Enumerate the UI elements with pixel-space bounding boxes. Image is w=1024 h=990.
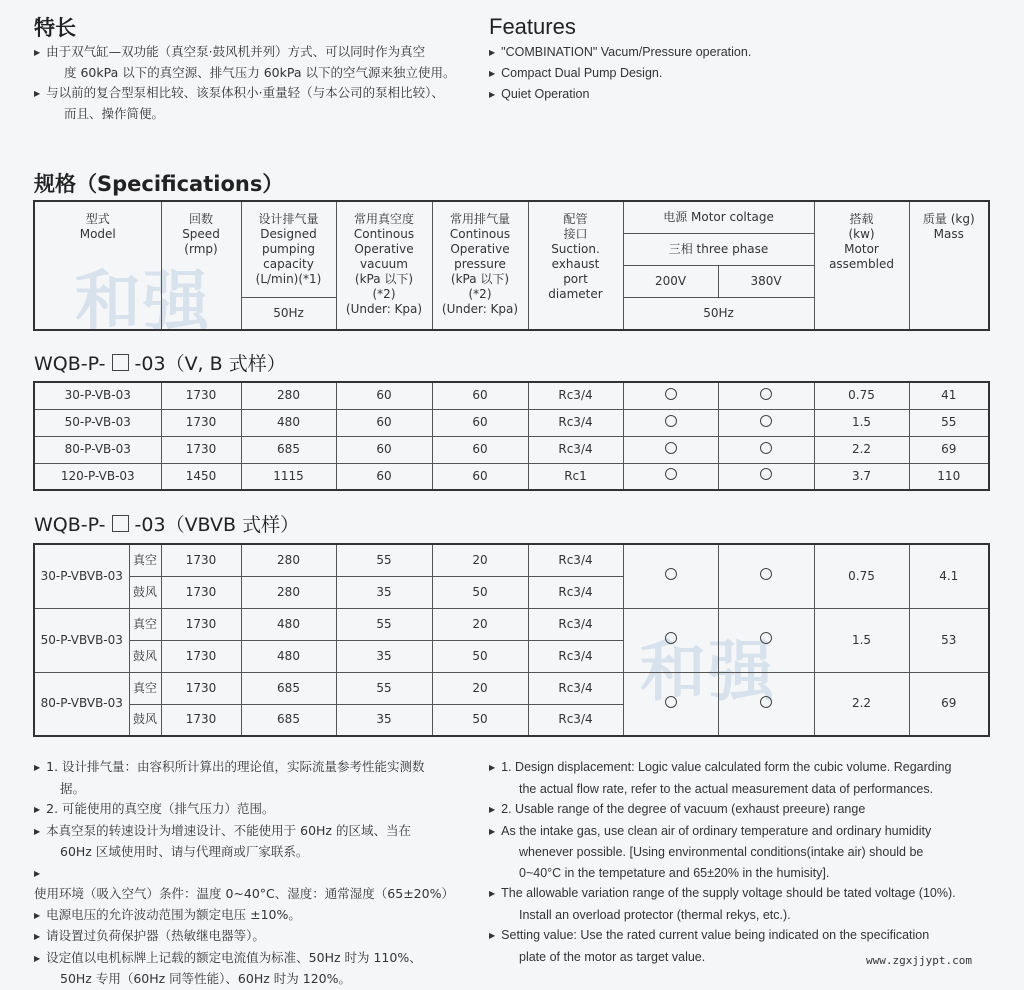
list-item bbox=[34, 757, 464, 779]
cell-port: Rc1 bbox=[528, 463, 623, 490]
header-line: pressure bbox=[454, 257, 506, 271]
cell-pres: 20 bbox=[432, 544, 528, 576]
voltage-mark bbox=[718, 672, 814, 736]
header-vacuum bbox=[336, 201, 432, 330]
header-phase: 三相 three phase bbox=[623, 233, 814, 265]
circle-icon bbox=[665, 442, 677, 454]
watermark-bottom: 和强 bbox=[640, 633, 776, 710]
cell-speed: 1730 bbox=[161, 640, 241, 672]
header-capacity bbox=[241, 201, 336, 297]
voltage-mark bbox=[718, 463, 814, 490]
voltage-mark bbox=[623, 544, 718, 608]
list-item-text: 60Hz 区域使用时、请与代理商或厂家联系。 bbox=[60, 844, 309, 859]
list-item-text: "COMBINATION" Vacum/Pressure operation. bbox=[501, 45, 752, 59]
list-item-text: Install an overload protector (thermal rekys, etc.). bbox=[519, 907, 791, 922]
cell-vac: 55 bbox=[336, 672, 432, 704]
cell-vac: 35 bbox=[336, 640, 432, 672]
circle-icon bbox=[665, 568, 677, 580]
notes-en bbox=[489, 757, 999, 967]
cell-pres: 60 bbox=[432, 382, 528, 409]
cell-cap: 480 bbox=[241, 409, 336, 436]
circle-icon bbox=[760, 632, 772, 644]
cell-port: Rc3/4 bbox=[528, 544, 623, 576]
cell-model: 50-P-VBVB-03 bbox=[34, 608, 129, 672]
placeholder-box-icon bbox=[112, 515, 129, 532]
header-line: 回数 bbox=[188, 212, 213, 226]
cell-pres: 50 bbox=[432, 704, 528, 736]
list-item-text: 而且、操作简便。 bbox=[64, 106, 165, 121]
voltage-mark bbox=[623, 436, 718, 463]
cell-speed: 1730 bbox=[161, 544, 241, 576]
cell-speed: 1730 bbox=[161, 382, 241, 409]
cell-vac: 60 bbox=[336, 463, 432, 490]
list-item bbox=[34, 83, 474, 104]
cell-kw: 1.5 bbox=[814, 608, 909, 672]
cell-kw: 2.2 bbox=[814, 436, 909, 463]
header-line: capacity bbox=[263, 257, 314, 271]
list-item-text: 据。 bbox=[60, 780, 86, 796]
voltage-mark bbox=[623, 672, 718, 736]
cell-cap: 685 bbox=[241, 436, 336, 463]
header-line: 常用排气量 bbox=[449, 212, 510, 226]
header-line: pumping bbox=[261, 242, 316, 256]
cell-mass: 41 bbox=[909, 382, 989, 409]
bullet-icon: ▶ bbox=[34, 89, 41, 98]
notes-cn bbox=[34, 757, 464, 990]
cell-vac: 60 bbox=[336, 382, 432, 409]
cell-model: 50-P-VB-03 bbox=[34, 409, 161, 436]
header-mass bbox=[909, 201, 989, 330]
bullet-icon: ▶ bbox=[489, 931, 496, 940]
cell-port: Rc3/4 bbox=[528, 672, 623, 704]
cell-type: 真空 bbox=[129, 544, 161, 576]
header-line: assembled bbox=[829, 257, 894, 271]
list-item-text: Quiet Operation bbox=[501, 87, 590, 101]
voltage-mark bbox=[623, 463, 718, 490]
cell-type: 鼓风 bbox=[129, 640, 161, 672]
list-item bbox=[34, 104, 474, 124]
voltage-mark bbox=[718, 436, 814, 463]
header-line: (kw) bbox=[848, 227, 875, 241]
header-line: vacuum bbox=[360, 257, 408, 271]
header-line: (*2) bbox=[372, 287, 396, 301]
spec-title: 规格（Specifications） bbox=[34, 172, 284, 196]
cell-type: 真空 bbox=[129, 672, 161, 704]
bullet-icon: ▶ bbox=[34, 953, 41, 963]
cell-model: 120-P-VB-03 bbox=[34, 463, 161, 490]
cell-vac: 35 bbox=[336, 576, 432, 608]
list-item-text: 使用环境（吸入空气）条件：温度 0~40°C、湿度：通常湿度（65±20%） bbox=[34, 886, 454, 901]
bullet-icon: ▶ bbox=[489, 69, 496, 78]
bullet-icon: ▶ bbox=[34, 763, 41, 772]
circle-icon bbox=[665, 388, 677, 400]
cell-model: 80-P-VB-03 bbox=[34, 436, 161, 463]
list-item bbox=[489, 63, 989, 84]
list-item-text: plate of the motor as target value. bbox=[519, 949, 706, 964]
cell-pres: 50 bbox=[432, 640, 528, 672]
list-item-text: 50Hz 专用（60Hz 同等性能）、60Hz 时为 120%。 bbox=[60, 971, 351, 986]
list-item-text: The allowable variation range of the supply voltage should be tated voltage (10%). bbox=[501, 886, 956, 900]
list-item-text: the actual flow rate, refer to the actual measurement data of performances. bbox=[519, 781, 934, 796]
list-item bbox=[489, 799, 999, 821]
list-item-text: 2. 可能使用的真空度（排气压力）范围。 bbox=[46, 801, 275, 816]
cell-cap: 280 bbox=[241, 576, 336, 608]
list-item-text: Setting value: Use the rated current value being indicated on the specification bbox=[501, 928, 930, 942]
list-item bbox=[34, 779, 464, 800]
cell-speed: 1730 bbox=[161, 608, 241, 640]
header-power-hz: 50Hz bbox=[623, 297, 814, 330]
list-item bbox=[489, 42, 989, 63]
cell-port: Rc3/4 bbox=[528, 608, 623, 640]
list-item-text: 度 60kPa 以下的真空源、排气压力 60kPa 以下的空气源来独立使用。 bbox=[64, 65, 456, 80]
cell-type: 鼓风 bbox=[129, 576, 161, 608]
header-power: 电源 Motor coltage bbox=[623, 201, 814, 233]
header-line: port bbox=[563, 272, 588, 286]
bullet-icon: ▶ bbox=[34, 826, 41, 836]
header-line: (L/min)(*1) bbox=[255, 272, 322, 286]
cell-type: 鼓风 bbox=[129, 704, 161, 736]
header-line: (Under: Kpa) bbox=[345, 302, 423, 316]
header-line: 质量 (kg) bbox=[922, 212, 975, 226]
voltage-mark bbox=[718, 409, 814, 436]
cell-kw: 1.5 bbox=[814, 409, 909, 436]
header-line: Continous bbox=[353, 227, 415, 241]
list-item-text: 电源电压的允许波动范围为额定电压 ±10%。 bbox=[46, 906, 301, 922]
cell-model: 80-P-VBVB-03 bbox=[34, 672, 129, 736]
list-item-text: 请设置过负荷保护器（热敏继电器等）。 bbox=[46, 928, 265, 943]
cell-pres: 20 bbox=[432, 608, 528, 640]
cell-port: Rc3/4 bbox=[528, 382, 623, 409]
list-item-text: 1. Design displacement: Logic value calculated form the cubic volume. Regarding bbox=[501, 760, 952, 774]
list-item bbox=[489, 757, 999, 779]
table-row bbox=[34, 382, 989, 409]
header-model bbox=[34, 201, 161, 330]
header-line: Suction. bbox=[551, 242, 600, 256]
cell-type: 真空 bbox=[129, 608, 161, 640]
cell-port: Rc3/4 bbox=[528, 436, 623, 463]
cell-pres: 50 bbox=[432, 576, 528, 608]
header-line: (*2) bbox=[468, 287, 492, 301]
header-line: (Under: Kpa) bbox=[441, 302, 519, 316]
watermark-top: 和强 bbox=[75, 263, 211, 340]
list-item bbox=[489, 821, 999, 843]
circle-icon bbox=[760, 568, 772, 580]
header-line: Motor bbox=[844, 242, 879, 256]
footer-url: www.zgxjjypt.com bbox=[866, 954, 972, 967]
cell-port: Rc3/4 bbox=[528, 576, 623, 608]
list-item bbox=[489, 905, 999, 926]
list-item bbox=[489, 84, 989, 105]
voltage-mark bbox=[718, 608, 814, 672]
bullet-icon: ▶ bbox=[34, 932, 41, 941]
cell-vac: 55 bbox=[336, 544, 432, 576]
cell-cap: 280 bbox=[241, 544, 336, 576]
list-item bbox=[34, 926, 464, 948]
circle-icon bbox=[760, 468, 772, 480]
list-item bbox=[489, 925, 999, 947]
header-line: 配管 bbox=[563, 212, 588, 226]
list-item bbox=[489, 779, 999, 800]
table1-title: WQB-P- -03（V, B 式样） bbox=[34, 353, 286, 375]
table-row bbox=[34, 436, 989, 463]
cell-vac: 35 bbox=[336, 704, 432, 736]
header-line: (kPa 以下) bbox=[450, 272, 510, 286]
list-item-text: 2. Usable range of the degree of vacuum (exhaust preeure) range bbox=[501, 802, 866, 816]
table-row bbox=[34, 608, 989, 640]
features-cn-list bbox=[34, 42, 474, 124]
header-200v: 200V bbox=[623, 265, 718, 297]
cell-speed: 1450 bbox=[161, 463, 241, 490]
header-line: (kPa 以下) bbox=[354, 272, 414, 286]
header-line: Operative bbox=[450, 242, 510, 256]
header-line: 型式 bbox=[85, 212, 110, 226]
table-row bbox=[34, 409, 989, 436]
cell-pres: 60 bbox=[432, 463, 528, 490]
cell-cap: 280 bbox=[241, 382, 336, 409]
list-item-text: 本真空泵的转速设计为增速设计、不能使用于 60Hz 的区域、当在 bbox=[46, 822, 411, 838]
bullet-icon: ▶ bbox=[489, 763, 496, 772]
cell-speed: 1730 bbox=[161, 704, 241, 736]
bullet-icon: ▶ bbox=[489, 48, 496, 57]
cell-cap: 480 bbox=[241, 640, 336, 672]
cell-speed: 1730 bbox=[161, 436, 241, 463]
cell-vac: 60 bbox=[336, 436, 432, 463]
table-row bbox=[34, 544, 989, 576]
list-item bbox=[34, 799, 464, 821]
header-line: Mass bbox=[933, 227, 964, 241]
cell-mass: 69 bbox=[909, 672, 989, 736]
list-item bbox=[34, 863, 464, 905]
list-item-text: 1. 设计排气量：由容积所计算出的理论值，实际流量参考性能实测数 bbox=[46, 759, 425, 774]
list-item bbox=[489, 842, 999, 863]
circle-icon bbox=[665, 415, 677, 427]
cell-speed: 1730 bbox=[161, 409, 241, 436]
cell-port: Rc3/4 bbox=[528, 704, 623, 736]
features-en-list bbox=[489, 42, 989, 105]
bullet-icon: ▶ bbox=[34, 868, 41, 878]
table-row bbox=[34, 463, 989, 490]
bullet-icon: ▶ bbox=[489, 889, 496, 898]
list-item-text: 0~40°C in the tempetature and 65±20% in the humisity]. bbox=[519, 865, 830, 880]
table-row bbox=[34, 672, 989, 704]
cell-cap: 480 bbox=[241, 608, 336, 640]
list-item-text: 由于双气缸—双功能（真空泵·鼓风机并列）方式、可以同时作为真空 bbox=[46, 44, 426, 59]
cell-model: 30-P-VBVB-03 bbox=[34, 544, 129, 608]
cell-kw: 2.2 bbox=[814, 672, 909, 736]
features-cn-title: 特长 bbox=[34, 16, 76, 40]
cell-pres: 20 bbox=[432, 672, 528, 704]
header-line: exhaust bbox=[551, 257, 600, 271]
bullet-icon: ▶ bbox=[489, 826, 496, 836]
header-line: diameter bbox=[548, 287, 603, 301]
voltage-mark bbox=[718, 382, 814, 409]
cell-mass: 55 bbox=[909, 409, 989, 436]
list-item bbox=[34, 842, 464, 863]
list-item-text: 与以前的复合型泵相比较、该泵体积小·重量轻（与本公司的泵相比较）、 bbox=[46, 85, 444, 100]
header-speed bbox=[161, 201, 241, 330]
header-cap-hz: 50Hz bbox=[241, 297, 336, 330]
circle-icon bbox=[760, 696, 772, 708]
header-line: Operative bbox=[354, 242, 414, 256]
voltage-mark bbox=[623, 409, 718, 436]
circle-icon bbox=[760, 442, 772, 454]
voltage-mark bbox=[718, 544, 814, 608]
header-line: 常用真空度 bbox=[353, 212, 414, 226]
bullet-icon: ▶ bbox=[489, 805, 496, 814]
cell-mass: 53 bbox=[909, 608, 989, 672]
cell-kw: 3.7 bbox=[814, 463, 909, 490]
cell-kw: 0.75 bbox=[814, 382, 909, 409]
circle-icon bbox=[665, 696, 677, 708]
features-en-title: Features bbox=[489, 14, 576, 39]
list-item-text: whenever possible. [Using environmental conditions(intake air) should be bbox=[519, 845, 924, 859]
cell-cap: 1115 bbox=[241, 463, 336, 490]
voltage-mark bbox=[623, 608, 718, 672]
header-line: (rmp) bbox=[184, 242, 218, 256]
list-item bbox=[34, 969, 464, 990]
header-line: Model bbox=[79, 227, 116, 241]
list-item-text: Compact Dual Pump Design. bbox=[501, 66, 663, 80]
table2-title: WQB-P- -03（VBVB 式样） bbox=[34, 514, 300, 536]
header-line: Speed bbox=[182, 227, 220, 241]
table2 bbox=[33, 543, 990, 737]
list-item bbox=[489, 863, 999, 884]
cell-pres: 60 bbox=[432, 409, 528, 436]
cell-cap: 685 bbox=[241, 704, 336, 736]
header-motor bbox=[814, 201, 909, 330]
header-380v: 380V bbox=[718, 265, 814, 297]
cell-mass: 4.1 bbox=[909, 544, 989, 608]
circle-icon bbox=[760, 388, 772, 400]
cell-pres: 60 bbox=[432, 436, 528, 463]
header-line: Continous bbox=[449, 227, 511, 241]
placeholder-box-icon bbox=[112, 354, 129, 371]
header-pressure bbox=[432, 201, 528, 330]
circle-icon bbox=[665, 468, 677, 480]
list-item bbox=[34, 948, 464, 970]
spec-header-table bbox=[33, 200, 990, 331]
circle-icon bbox=[760, 415, 772, 427]
list-item bbox=[34, 63, 474, 83]
list-item bbox=[34, 905, 464, 927]
cell-port: Rc3/4 bbox=[528, 640, 623, 672]
list-item-text: 设定值以电机标牌上记载的额定电流值为标准、50Hz 时为 110%、 bbox=[46, 949, 422, 965]
voltage-mark bbox=[623, 382, 718, 409]
bullet-icon: ▶ bbox=[489, 90, 496, 99]
bullet-icon: ▶ bbox=[34, 48, 41, 57]
bullet-icon: ▶ bbox=[34, 910, 41, 920]
bullet-icon: ▶ bbox=[34, 805, 41, 814]
table1 bbox=[33, 381, 990, 491]
cell-kw: 0.75 bbox=[814, 544, 909, 608]
cell-cap: 685 bbox=[241, 672, 336, 704]
cell-speed: 1730 bbox=[161, 576, 241, 608]
list-item bbox=[34, 821, 464, 843]
cell-speed: 1730 bbox=[161, 672, 241, 704]
cell-model: 30-P-VB-03 bbox=[34, 382, 161, 409]
header-line: 设计排气量 bbox=[258, 212, 319, 226]
cell-mass: 110 bbox=[909, 463, 989, 490]
header-line: 接口 bbox=[563, 227, 588, 241]
cell-mass: 69 bbox=[909, 436, 989, 463]
header-line: Designed bbox=[260, 227, 317, 241]
header-port bbox=[528, 201, 623, 330]
list-item bbox=[489, 883, 999, 905]
cell-vac: 55 bbox=[336, 608, 432, 640]
cell-port: Rc3/4 bbox=[528, 409, 623, 436]
cell-vac: 60 bbox=[336, 409, 432, 436]
list-item bbox=[34, 42, 474, 63]
circle-icon bbox=[665, 632, 677, 644]
header-line: 搭载 bbox=[849, 212, 874, 226]
list-item-text: As the intake gas, use clean air of ordinary temperature and ordinary humidity bbox=[501, 823, 932, 838]
